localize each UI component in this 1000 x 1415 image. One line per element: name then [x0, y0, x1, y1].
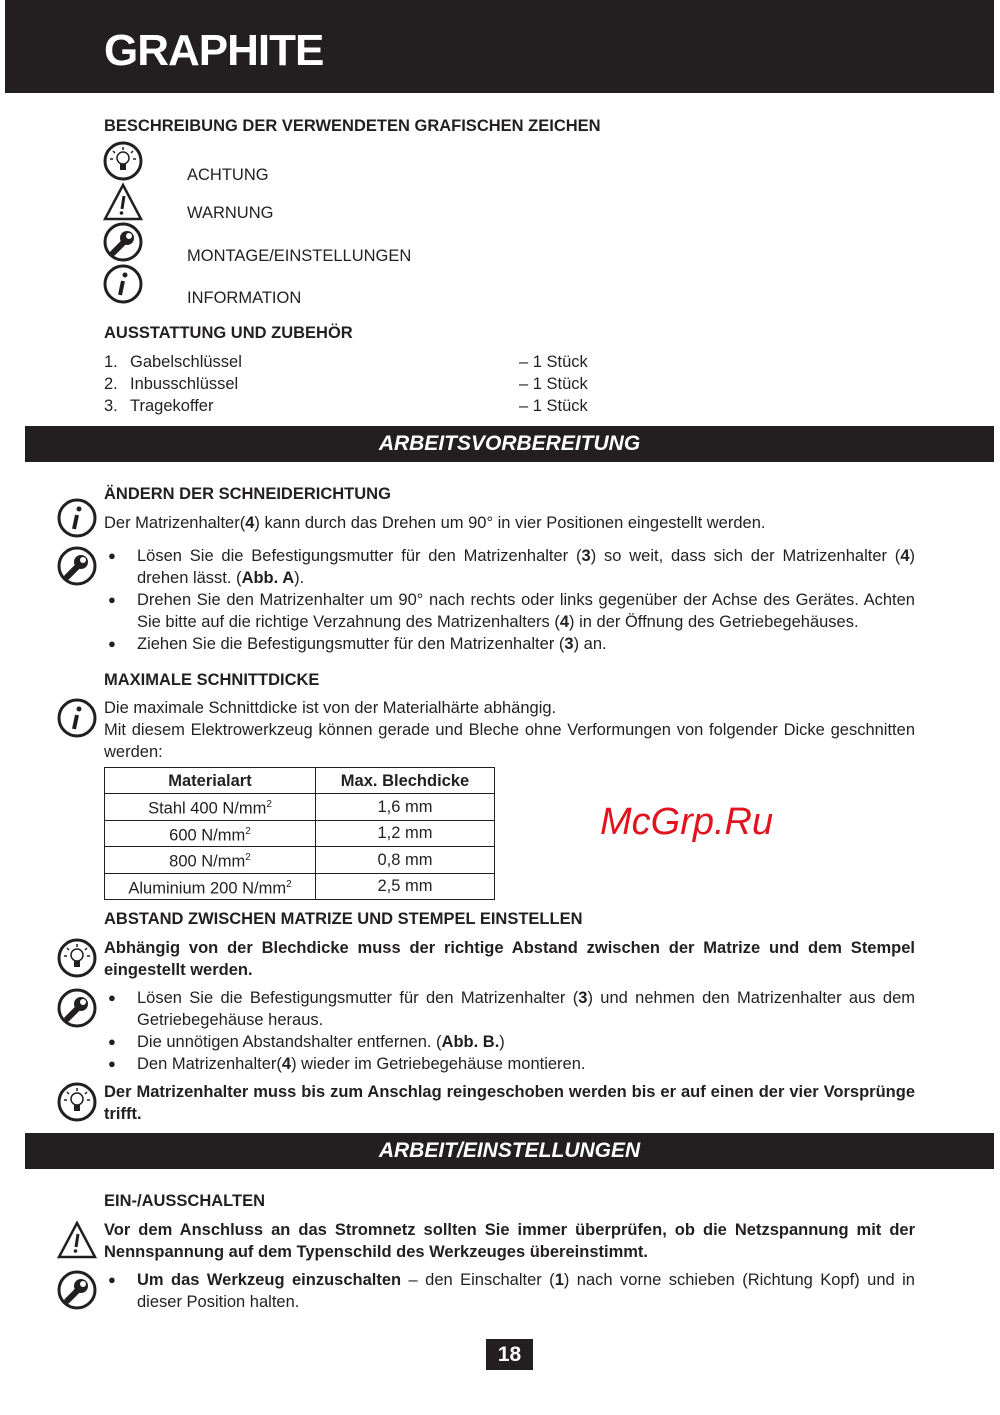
thickness-cell: 1,6 mm: [316, 794, 495, 821]
bold-text: Abb. A: [241, 569, 295, 587]
text: ) in der Öffnung des Getriebegehäuses.: [569, 613, 859, 631]
bold-text: Abb. B.: [441, 1033, 500, 1051]
gap-note: Abhängig von der Blechdicke muss der richtige Abstand zwischen der Matrize und dem Stempel eingestellt werden.: [104, 939, 915, 979]
text: ): [499, 1033, 505, 1051]
list-item: [104, 633, 915, 655]
material-text: 600 N/mm: [169, 826, 246, 844]
symbol-label-information: INFORMATION: [187, 289, 302, 307]
switch-steps: [104, 1269, 915, 1313]
section-bar-arbeit-einstellungen: ARBEIT/EINSTELLUNGEN: [25, 1133, 994, 1169]
text: ) wieder im Getriebegehäuse montieren.: [291, 1055, 586, 1073]
main-content: [0, 426, 1000, 1370]
equipment-name: Tragekoffer: [130, 397, 214, 415]
text: Die unnötigen Abstandshalter entfernen. (: [137, 1033, 442, 1051]
table-row: [105, 820, 495, 847]
material-text: Aluminium 200 N/mm: [128, 879, 287, 897]
bold-text: 4: [281, 1055, 292, 1073]
wrench-icon: [57, 546, 97, 586]
max-cut-heading: MAXIMALE SCHNITTDICKE: [104, 671, 320, 689]
gap-note-2: Der Matrizenhalter muss bis zum Anschlag reingeschoben werden bis er auf einen der vier Vorsprünge trifft.: [104, 1083, 915, 1123]
max-cut-line1: Die maximale Schnittdicke ist von der Materialhärte abhängig.: [104, 699, 557, 717]
table-row: [105, 847, 495, 874]
bold-text: 3: [578, 989, 588, 1007]
text: ) nach vorne schieben (Richtung Kopf) und in dieser Position halten.: [137, 1271, 915, 1311]
superscript: 2: [286, 878, 292, 890]
equipment-qty: – 1 Stück: [519, 397, 588, 415]
max-cut-line2: Mit diesem Elektrowerkzeug können gerade und Bleche ohne Verformungen von folgender Dicke geschnitten werden:: [104, 721, 915, 761]
text: ) kann durch das Drehen um 90° in vier Positionen eingestellt werden.: [254, 514, 766, 532]
gap-steps: [104, 987, 915, 1075]
text: Lösen Sie die Befestigungsmutter für den Matrizenhalter (: [137, 547, 582, 565]
material-cell: [105, 873, 316, 900]
warning-icon: [103, 182, 143, 222]
switch-heading: EIN-/AUSSCHALTEN: [104, 1192, 266, 1210]
list-item: [104, 1031, 915, 1053]
list-item: [104, 987, 915, 1031]
brand-logo: GRAPHITE: [104, 26, 324, 75]
bold-text: 4: [245, 514, 255, 532]
switch-warning: Vor dem Anschluss an das Stromnetz sollten Sie immer überprüfen, ob die Netzspannung mit der Nennspannung auf dem Typenschild des Werkzeuges übereinstimmt.: [104, 1221, 915, 1261]
column-header: Materialart: [105, 768, 316, 794]
bold-text: 3: [581, 547, 591, 565]
section-bar-arbeitsvorbereitung: ARBEITSVORBEREITUNG: [25, 426, 994, 462]
text: Ziehen Sie die Befestigungsmutter für den Matrizenhalter (: [137, 635, 565, 653]
equipment-qty: – 1 Stück: [519, 353, 588, 371]
text: ) so weit, dass sich der Matrizenhalter (: [590, 547, 901, 565]
text: ) an.: [573, 635, 607, 653]
text: ) und nehmen den Matrizenhalter aus dem Getriebegehäuse heraus.: [137, 989, 915, 1029]
column-header: Max. Blechdicke: [316, 768, 495, 794]
gap-heading: ABSTAND ZWISCHEN MATRIZE UND STEMPEL EINSTELLEN: [104, 910, 583, 928]
wrench-icon: [57, 1270, 97, 1310]
thickness-cell: 1,2 mm: [316, 820, 495, 847]
material-cell: [105, 847, 316, 874]
equipment-qty: – 1 Stück: [519, 375, 588, 393]
symbols-heading: BESCHREIBUNG DER VERWENDETEN GRAFISCHEN ZEICHEN: [104, 117, 601, 135]
cut-direction-intro: [104, 512, 915, 534]
material-cell: [105, 794, 316, 821]
table-row: [105, 794, 495, 821]
watermark: McGrp.Ru: [600, 801, 774, 843]
equipment-heading: AUSSTATTUNG UND ZUBEHÖR: [104, 324, 353, 342]
thickness-table: [104, 767, 495, 900]
list-item: [104, 589, 915, 633]
table-header-row: [105, 768, 495, 794]
equipment-num: 1.: [104, 353, 118, 371]
info-icon: [57, 698, 97, 738]
equipment-num: 2.: [104, 375, 118, 393]
text: Lösen Sie die Befestigungsmutter für den Matrizenhalter (: [137, 989, 579, 1007]
table-row: [105, 873, 495, 900]
cut-direction-heading: ÄNDERN DER SCHNEIDERICHTUNG: [104, 485, 391, 503]
bold-text: Um das Werkzeug einzuschalten: [137, 1271, 402, 1289]
symbol-label-montage: MONTAGE/EINSTELLUNGEN: [187, 247, 412, 265]
list-item: [104, 1053, 915, 1075]
superscript: 2: [245, 852, 251, 863]
cut-direction-steps: [104, 545, 915, 655]
text: ).: [294, 569, 305, 587]
thickness-cell: 0,8 mm: [316, 847, 495, 874]
symbol-label-achtung: ACHTUNG: [187, 166, 269, 184]
lightbulb-icon: [57, 938, 97, 978]
equipment-num: 3.: [104, 397, 118, 415]
bold-text: 4: [559, 613, 570, 631]
bold-text: 1: [554, 1271, 564, 1289]
wrench-icon: [103, 222, 143, 262]
material-text: Stahl 400 N/mm: [148, 799, 267, 818]
lightbulb-icon: [57, 1082, 97, 1122]
superscript: 2: [245, 825, 251, 837]
info-icon: [57, 498, 97, 538]
info-icon: [103, 264, 143, 304]
list-item: [104, 1269, 915, 1313]
material-text: 800 N/mm: [169, 852, 246, 871]
equipment-name: Gabelschlüssel: [130, 353, 242, 371]
bold-text: 3: [564, 635, 574, 653]
material-cell: [105, 820, 316, 847]
text: – den Einschalter (: [401, 1271, 555, 1289]
superscript: 2: [266, 799, 272, 810]
text: ) drehen lässt. (: [137, 547, 915, 587]
equipment-name: Inbusschlüssel: [130, 375, 239, 393]
list-item: [104, 545, 915, 589]
page-number: 18: [486, 1339, 533, 1370]
symbol-label-warnung: WARNUNG: [187, 204, 274, 222]
text: Drehen Sie den Matrizenhalter um 90° nach rechts oder links gegenüber der Achse des Gerätes. Achten Sie bitte auf die richtige Verzahnung des Matrizenhalters (: [137, 591, 915, 631]
lightbulb-icon: [103, 141, 143, 181]
thickness-cell: 2,5 mm: [316, 873, 495, 900]
text: Der Matrizenhalter(: [104, 514, 246, 532]
text: Den Matrizenhalter(: [137, 1055, 282, 1073]
warning-icon: [57, 1220, 97, 1260]
bold-text: 4: [900, 547, 910, 565]
wrench-icon: [57, 988, 97, 1028]
